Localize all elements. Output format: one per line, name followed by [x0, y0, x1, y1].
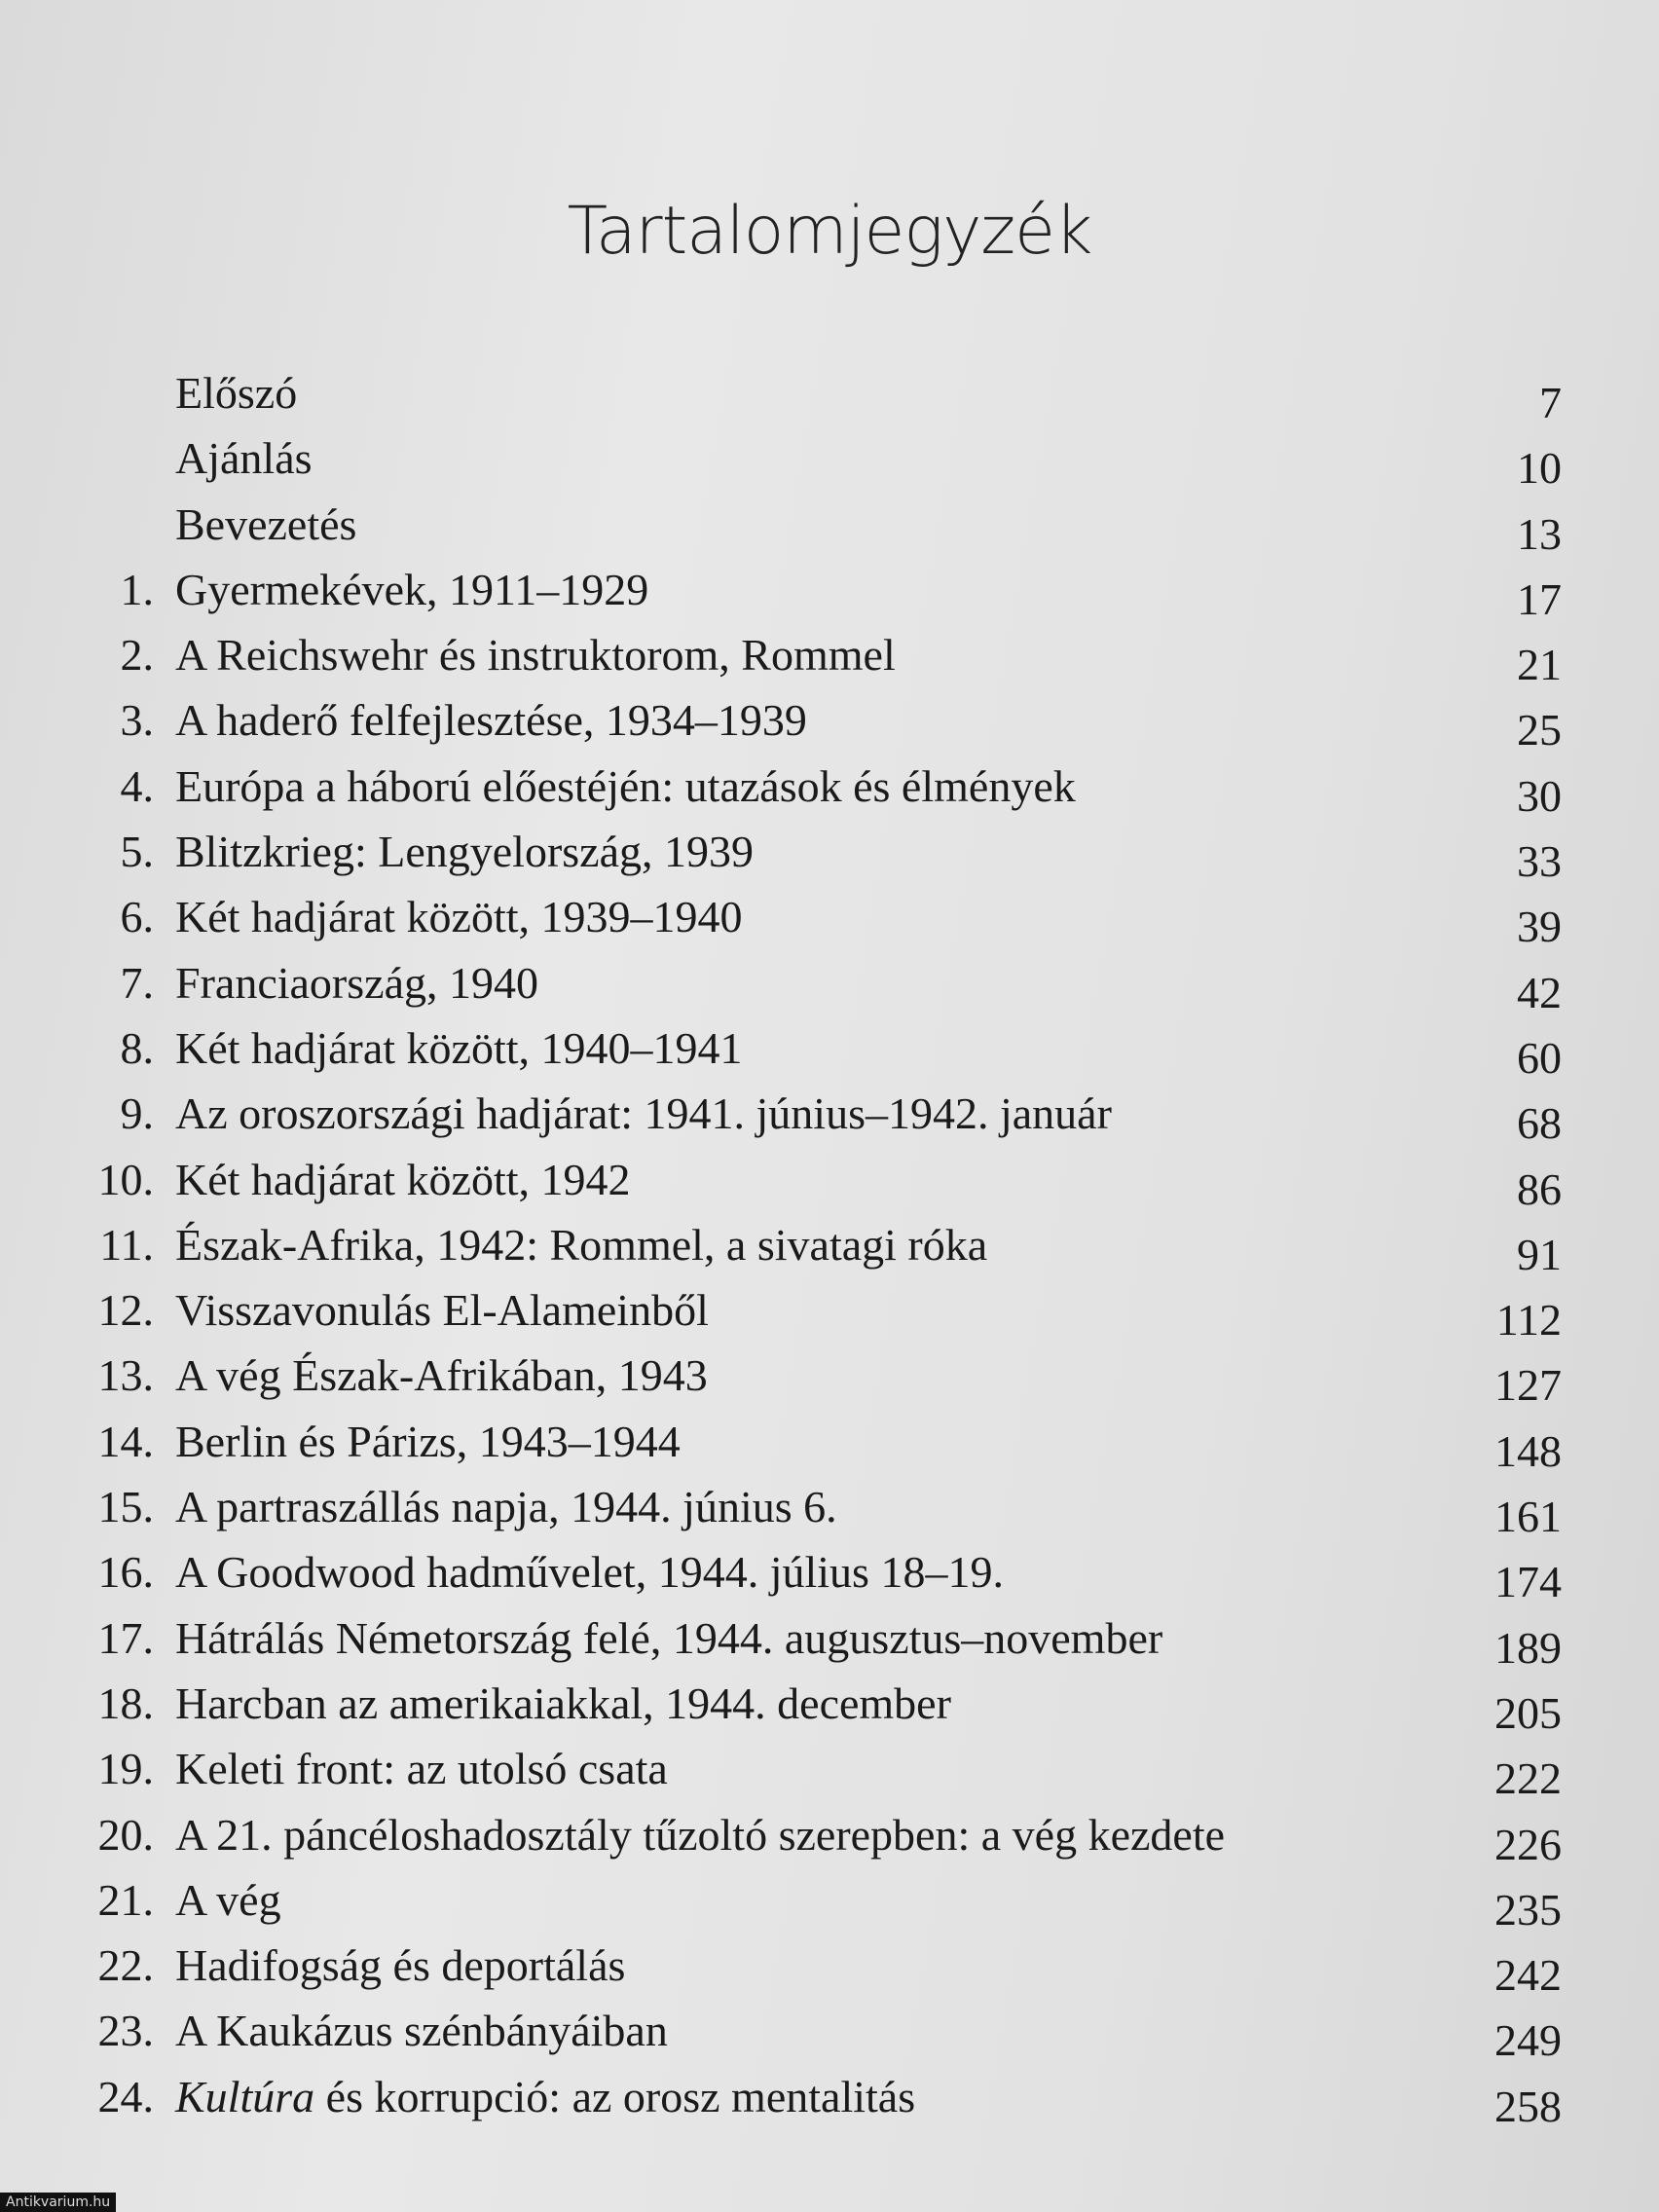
chapter-title — [175, 1212, 987, 1277]
chapter-title-text: A Goodwood hadművelet, 1944. július 18–19. — [175, 1547, 1004, 1598]
chapter-title — [175, 1409, 681, 1474]
chapter-title — [175, 754, 1076, 819]
chapter-number: 11. — [99, 1219, 154, 1270]
chapter-title — [175, 1081, 1112, 1146]
page-number: 25 — [1517, 705, 1562, 756]
chapter-title — [175, 819, 754, 884]
chapter-title-text: A Reichswehr és instruktorom, Rommel — [175, 630, 896, 681]
toc-entry — [0, 1736, 1659, 1804]
toc-entry — [0, 1015, 1659, 1081]
chapter-title — [175, 425, 313, 491]
toc-entry — [0, 360, 1659, 425]
toc-entry — [0, 1277, 1659, 1346]
toc-entry — [0, 622, 1659, 690]
chapter-title — [175, 1277, 709, 1343]
toc-entry — [0, 754, 1659, 819]
chapter-title-text: Ajánlás — [175, 433, 313, 484]
chapter-title — [175, 950, 538, 1015]
chapter-title-text: A vég Észak-Afrikában, 1943 — [175, 1350, 708, 1401]
toc-entry — [0, 1474, 1659, 1542]
chapter-title-text: Blitzkrieg: Lengyelország, 1939 — [175, 827, 755, 877]
chapter-title-text: Észak-Afrika, 1942: Rommel, a sivatagi róka — [175, 1219, 988, 1270]
page-number: 17 — [1517, 573, 1562, 624]
chapter-number: 7. — [120, 957, 154, 1008]
toc-entry — [0, 1802, 1659, 1867]
page-number: 161 — [1494, 1492, 1562, 1542]
chapter-title — [175, 492, 356, 557]
chapter-number: 5. — [120, 827, 154, 877]
chapter-number: 22. — [97, 1940, 154, 1991]
chapter-title-text: Harcban az amerikaiakkal, 1944. december — [175, 1677, 951, 1728]
chapter-number: 13. — [97, 1350, 154, 1401]
page-number: 91 — [1517, 1229, 1562, 1279]
toc-entry — [0, 1998, 1659, 2066]
chapter-title — [175, 360, 297, 425]
chapter-title-text: A partraszállás napja, 1944. június 6. — [175, 1482, 837, 1532]
chapter-number: 18. — [97, 1677, 154, 1728]
chapter-title — [175, 687, 807, 753]
toc-entry — [0, 950, 1659, 1015]
page-number: 39 — [1517, 902, 1562, 952]
page-number: 13 — [1517, 508, 1562, 559]
toc-entry — [0, 819, 1659, 887]
page-number: 189 — [1494, 1622, 1562, 1673]
chapter-number: 16. — [97, 1547, 154, 1598]
toc-entry — [0, 884, 1659, 952]
page-number: 205 — [1494, 1687, 1562, 1738]
toc-entry — [0, 2064, 1659, 2129]
page-number: 148 — [1494, 1425, 1562, 1476]
page-number: 249 — [1494, 2015, 1562, 2066]
chapter-title-text: Hátrálás Németország felé, 1944. augusztus–november — [175, 1612, 1163, 1663]
chapter-title-text: Két hadjárat között, 1939–1940 — [175, 892, 743, 942]
chapter-title — [175, 1671, 951, 1736]
chapter-title — [175, 1343, 708, 1408]
chapter-title — [175, 1474, 837, 1539]
page-number: 127 — [1494, 1360, 1562, 1411]
chapter-title — [175, 884, 743, 949]
chapter-number: 12. — [97, 1285, 154, 1336]
chapter-title-text: Előszó — [175, 368, 298, 418]
toc-entry — [0, 1605, 1659, 1671]
chapter-title — [175, 1867, 281, 1933]
page-number: 68 — [1517, 1098, 1562, 1149]
chapter-title — [175, 2064, 915, 2129]
page-number: 10 — [1517, 443, 1562, 494]
page-title: Tartalomjegyzék — [567, 192, 1092, 270]
page-number: 235 — [1494, 1884, 1562, 1935]
toc-entry — [0, 1081, 1659, 1149]
page-number: 86 — [1517, 1163, 1562, 1214]
chapter-title-text: Bevezetés — [175, 498, 357, 549]
chapter-title-text: Franciaország, 1940 — [175, 957, 538, 1008]
chapter-title — [175, 1933, 625, 1998]
page-number: 42 — [1517, 967, 1562, 1017]
chapter-title — [175, 1015, 743, 1081]
chapter-title-text: Keleti front: az utolsó csata — [175, 1744, 668, 1794]
chapter-number: 6. — [120, 892, 154, 942]
table-of-contents — [0, 360, 1659, 2129]
toc-entry — [0, 1539, 1659, 1607]
page-number: 226 — [1494, 1819, 1562, 1869]
page-number: 33 — [1517, 836, 1562, 887]
chapter-title-text: A vég — [175, 1874, 281, 1925]
chapter-number: 4. — [120, 760, 154, 811]
chapter-number: 2. — [120, 630, 154, 681]
chapter-number: 1. — [120, 564, 154, 614]
chapter-number: 17. — [97, 1612, 154, 1663]
toc-entry — [0, 1212, 1659, 1277]
chapter-title — [175, 1605, 1162, 1671]
chapter-number: 3. — [120, 695, 154, 746]
chapter-title — [175, 1998, 668, 2063]
toc-entry — [0, 1147, 1659, 1212]
chapter-number: 24. — [97, 2071, 154, 2121]
chapter-title — [175, 1147, 631, 1212]
chapter-title — [175, 1802, 1225, 1867]
chapter-title-text: Visszavonulás El-Alameinből — [175, 1285, 709, 1336]
toc-entry — [0, 1671, 1659, 1736]
chapter-number: 9. — [120, 1088, 154, 1139]
chapter-number: 8. — [120, 1022, 154, 1073]
page-number: 30 — [1517, 770, 1562, 821]
page-number: 174 — [1494, 1557, 1562, 1607]
chapter-title-text: és korrupció: az orosz mentalitás — [314, 2071, 916, 2121]
chapter-title-text: A haderő felfejlesztése, 1934–1939 — [175, 695, 807, 746]
chapter-title-text: Európa a háború előestéjén: utazások és élmények — [175, 760, 1076, 811]
toc-entry — [0, 425, 1659, 494]
chapter-number: 20. — [97, 1809, 154, 1860]
toc-entry — [0, 687, 1659, 756]
page-number: 21 — [1517, 640, 1562, 690]
chapter-title-text: Hadifogság és deportálás — [175, 1940, 626, 1991]
chapter-number: 19. — [97, 1744, 154, 1794]
toc-entry — [0, 557, 1659, 622]
chapter-title-text: Két hadjárat között, 1942 — [175, 1154, 631, 1204]
page-number: 258 — [1494, 2081, 1562, 2131]
chapter-title-text: A Kaukázus szénbányáiban — [175, 2006, 668, 2056]
page-number: 222 — [1494, 1753, 1562, 1804]
chapter-number: 15. — [97, 1482, 154, 1532]
watermark-label: Antikvarium.hu — [0, 2193, 116, 2212]
toc-entry — [0, 1409, 1659, 1474]
chapter-number: 23. — [97, 2006, 154, 2056]
chapter-title — [175, 557, 648, 622]
toc-entry — [0, 1867, 1659, 1933]
chapter-number: 21. — [97, 1874, 154, 1925]
chapter-title — [175, 622, 896, 687]
page-number: 7 — [1539, 378, 1562, 427]
chapter-number: 10. — [97, 1154, 154, 1204]
page-number: 112 — [1495, 1295, 1562, 1346]
page-number: 242 — [1494, 1950, 1562, 2001]
chapter-title-text: Két hadjárat között, 1940–1941 — [175, 1022, 743, 1073]
chapter-title-emphasis: Kultúra — [175, 2071, 315, 2121]
chapter-title — [175, 1736, 668, 1801]
chapter-title-text: Berlin és Párizs, 1943–1944 — [175, 1416, 681, 1466]
chapter-title-text: Az oroszországi hadjárat: 1941. június–1942. január — [175, 1088, 1112, 1139]
chapter-title-text: Gyermekévek, 1911–1929 — [175, 564, 649, 614]
toc-entry — [0, 492, 1659, 557]
chapter-title-text: A 21. páncéloshadosztály tűzoltó szerepben: a vég kezdete — [175, 1809, 1226, 1860]
toc-entry — [0, 1933, 1659, 2001]
page-number: 60 — [1517, 1032, 1562, 1083]
chapter-title — [175, 1539, 1004, 1604]
toc-entry — [0, 1343, 1659, 1411]
chapter-number: 14. — [97, 1416, 154, 1466]
